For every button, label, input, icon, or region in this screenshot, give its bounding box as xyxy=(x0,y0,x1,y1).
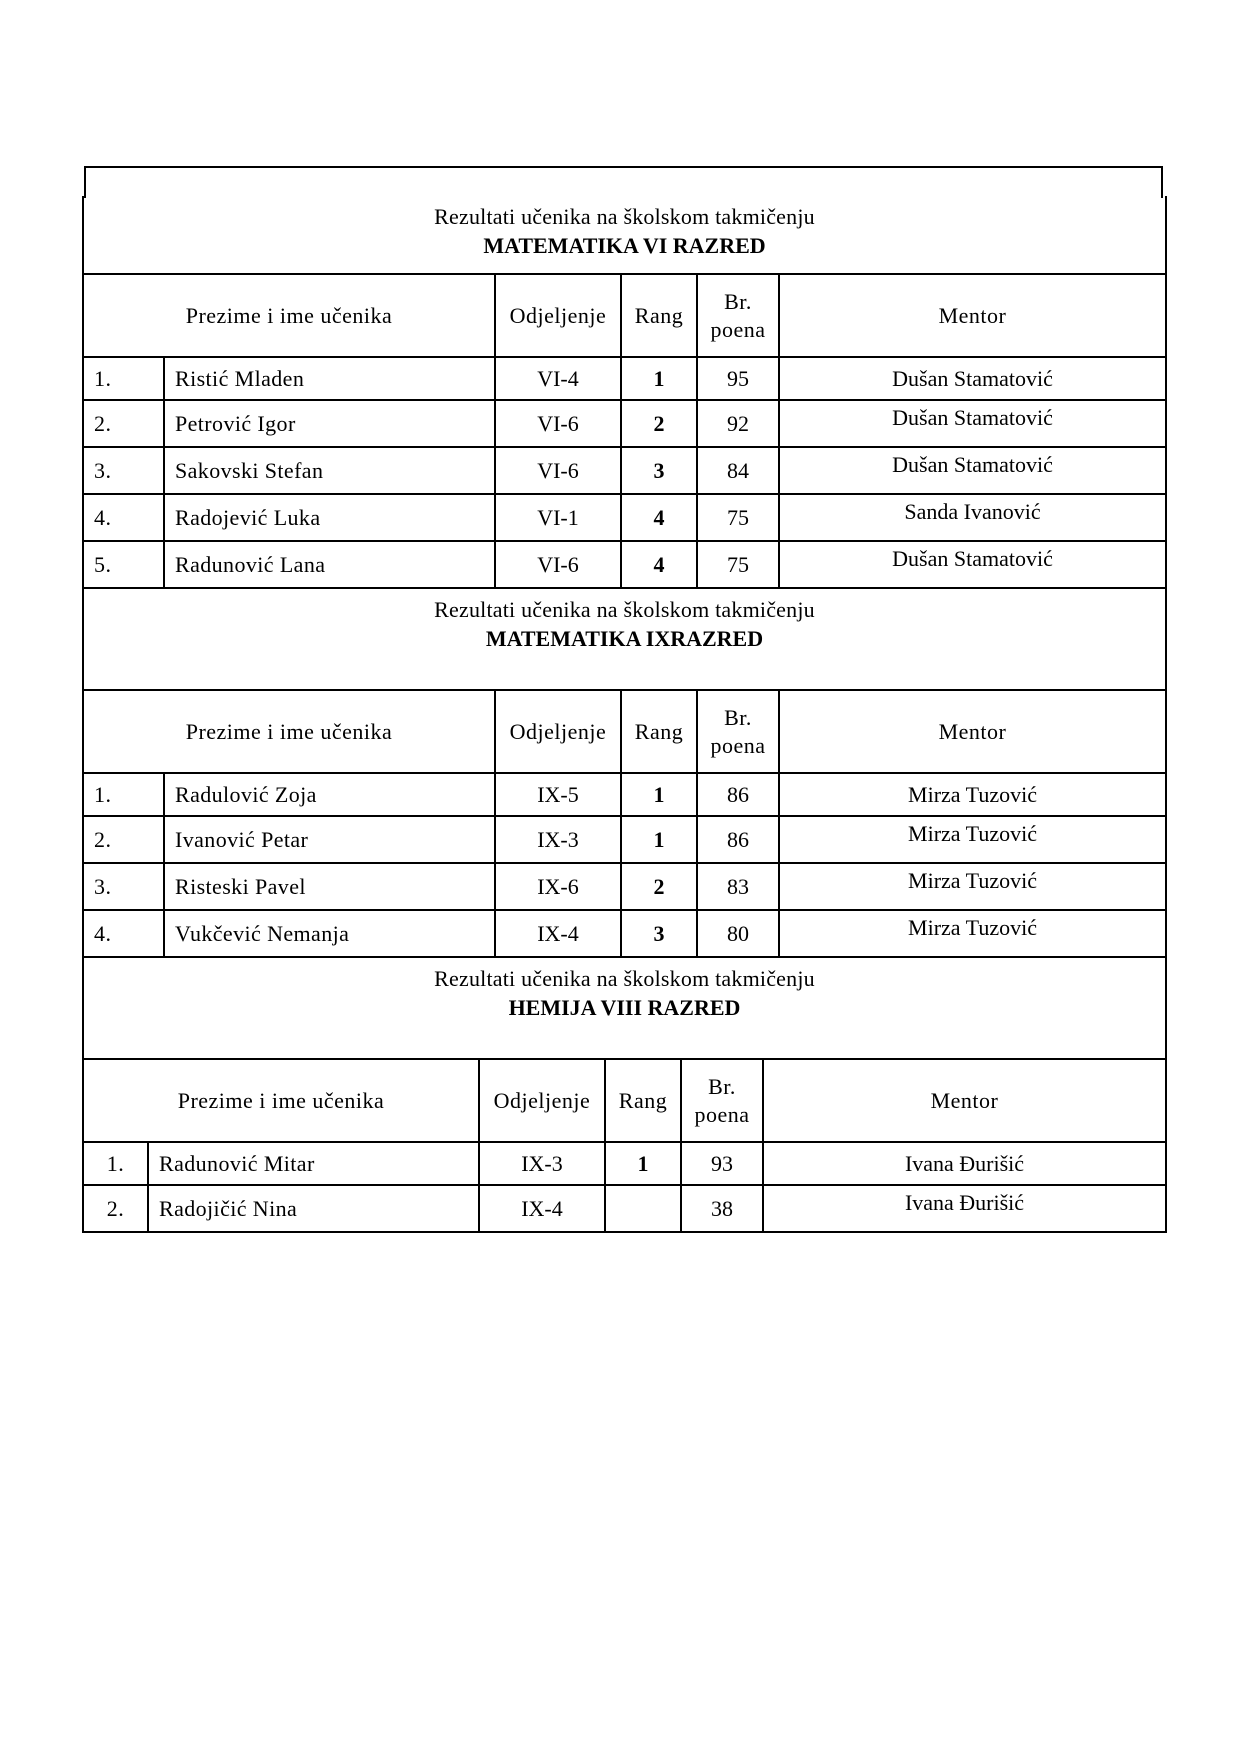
mentor: Sanda Ivanović xyxy=(779,494,1166,541)
points: 84 xyxy=(697,447,779,494)
rank: 2 xyxy=(621,400,697,447)
header-points-line2: poena xyxy=(710,732,766,758)
table-row xyxy=(83,541,1166,588)
points: 86 xyxy=(697,816,779,863)
table-row xyxy=(83,447,1166,494)
department: VI-6 xyxy=(495,541,621,588)
section-title: MATEMATIKA IXRAZRED xyxy=(485,626,764,651)
row-number: 1. xyxy=(83,773,164,816)
row-number: 1. xyxy=(83,1142,148,1185)
mentor: Dušan Stamatović xyxy=(779,447,1166,494)
header-name: Prezime i ime učenika xyxy=(83,1059,479,1142)
points: 83 xyxy=(697,863,779,910)
section-chemistry-viii-table xyxy=(82,956,1167,1233)
department: IX-5 xyxy=(495,773,621,816)
section-subtitle: Rezultati učenika na školskom takmičenju xyxy=(434,966,815,991)
header-points-line2: poena xyxy=(694,1101,750,1127)
mentor: Mirza Tuzović xyxy=(779,910,1166,957)
rank: 1 xyxy=(621,816,697,863)
department: VI-1 xyxy=(495,494,621,541)
points: 95 xyxy=(697,357,779,400)
student-name: Risteski Pavel xyxy=(164,863,495,910)
row-number: 2. xyxy=(83,816,164,863)
row-number: 2. xyxy=(83,1185,148,1232)
row-number: 1. xyxy=(83,357,164,400)
table-row xyxy=(83,400,1166,447)
department: IX-4 xyxy=(479,1185,605,1232)
header-department: Odjeljenje xyxy=(479,1059,605,1142)
header-mentor: Mentor xyxy=(779,274,1166,357)
mentor: Mirza Tuzović xyxy=(779,816,1166,863)
rank: 4 xyxy=(621,541,697,588)
mentor: Mirza Tuzović xyxy=(779,773,1166,816)
section-math-vi-table xyxy=(82,196,1167,589)
student-name: Vukčević Nemanja xyxy=(164,910,495,957)
header-department: Odjeljenje xyxy=(495,690,621,773)
table-row xyxy=(83,1185,1166,1232)
results-document xyxy=(82,166,1165,1233)
student-name: Radojević Luka xyxy=(164,494,495,541)
header-name: Prezime i ime učenika xyxy=(83,690,495,773)
header-name: Prezime i ime učenika xyxy=(83,274,495,357)
student-name: Radunović Mitar xyxy=(148,1142,479,1185)
row-number: 3. xyxy=(83,447,164,494)
section-title-cell xyxy=(83,588,1166,690)
section-title: MATEMATIKA VI RAZRED xyxy=(483,233,766,258)
mentor: Mirza Tuzović xyxy=(779,863,1166,910)
points: 38 xyxy=(681,1185,763,1232)
table-row xyxy=(83,910,1166,957)
table-row xyxy=(83,494,1166,541)
rank: 1 xyxy=(605,1142,681,1185)
section-title-cell xyxy=(83,957,1166,1059)
student-name: Radunović Lana xyxy=(164,541,495,588)
student-name: Radojičić Nina xyxy=(148,1185,479,1232)
rank: 4 xyxy=(621,494,697,541)
points: 92 xyxy=(697,400,779,447)
header-rank: Rang xyxy=(621,690,697,773)
table-row xyxy=(83,773,1166,816)
table-row xyxy=(83,863,1166,910)
table-row xyxy=(83,1142,1166,1185)
department: VI-6 xyxy=(495,400,621,447)
points: 93 xyxy=(681,1142,763,1185)
department: IX-3 xyxy=(479,1142,605,1185)
mentor: Ivana Đurišić xyxy=(763,1142,1166,1185)
section-title: HEMIJA VIII RAZRED xyxy=(508,995,741,1020)
rank: 1 xyxy=(621,773,697,816)
header-points-line1: Br. xyxy=(708,1073,736,1099)
table-header-row xyxy=(83,690,1166,773)
points: 75 xyxy=(697,494,779,541)
header-points xyxy=(681,1059,763,1142)
header-mentor: Mentor xyxy=(779,690,1166,773)
header-department: Odjeljenje xyxy=(495,274,621,357)
department: VI-4 xyxy=(495,357,621,400)
section-subtitle: Rezultati učenika na školskom takmičenju xyxy=(434,204,815,229)
section-title-cell xyxy=(83,196,1166,274)
mentor: Dušan Stamatović xyxy=(779,400,1166,447)
header-points xyxy=(697,274,779,357)
header-mentor: Mentor xyxy=(763,1059,1166,1142)
section-math-ix-table xyxy=(82,587,1167,958)
rank: 3 xyxy=(621,910,697,957)
row-number: 3. xyxy=(83,863,164,910)
mentor: Ivana Đurišić xyxy=(763,1185,1166,1232)
row-number: 2. xyxy=(83,400,164,447)
table-row xyxy=(83,357,1166,400)
department: IX-3 xyxy=(495,816,621,863)
points: 86 xyxy=(697,773,779,816)
department: VI-6 xyxy=(495,447,621,494)
section-subtitle: Rezultati učenika na školskom takmičenju xyxy=(434,597,815,622)
header-points-line1: Br. xyxy=(724,704,752,730)
header-points xyxy=(697,690,779,773)
department: IX-6 xyxy=(495,863,621,910)
row-number: 4. xyxy=(83,910,164,957)
mentor: Dušan Stamatović xyxy=(779,357,1166,400)
student-name: Petrović Igor xyxy=(164,400,495,447)
table-top-border xyxy=(84,166,1163,198)
rank: 2 xyxy=(621,863,697,910)
table-row xyxy=(83,816,1166,863)
student-name: Ristić Mladen xyxy=(164,357,495,400)
rank: 3 xyxy=(621,447,697,494)
points: 75 xyxy=(697,541,779,588)
student-name: Radulović Zoja xyxy=(164,773,495,816)
student-name: Sakovski Stefan xyxy=(164,447,495,494)
mentor: Dušan Stamatović xyxy=(779,541,1166,588)
student-name: Ivanović Petar xyxy=(164,816,495,863)
points: 80 xyxy=(697,910,779,957)
table-header-row xyxy=(83,274,1166,357)
header-rank: Rang xyxy=(621,274,697,357)
table-header-row xyxy=(83,1059,1166,1142)
header-rank: Rang xyxy=(605,1059,681,1142)
rank xyxy=(605,1185,681,1232)
header-points-line1: Br. xyxy=(724,288,752,314)
row-number: 5. xyxy=(83,541,164,588)
row-number: 4. xyxy=(83,494,164,541)
department: IX-4 xyxy=(495,910,621,957)
header-points-line2: poena xyxy=(710,316,766,342)
rank: 1 xyxy=(621,357,697,400)
